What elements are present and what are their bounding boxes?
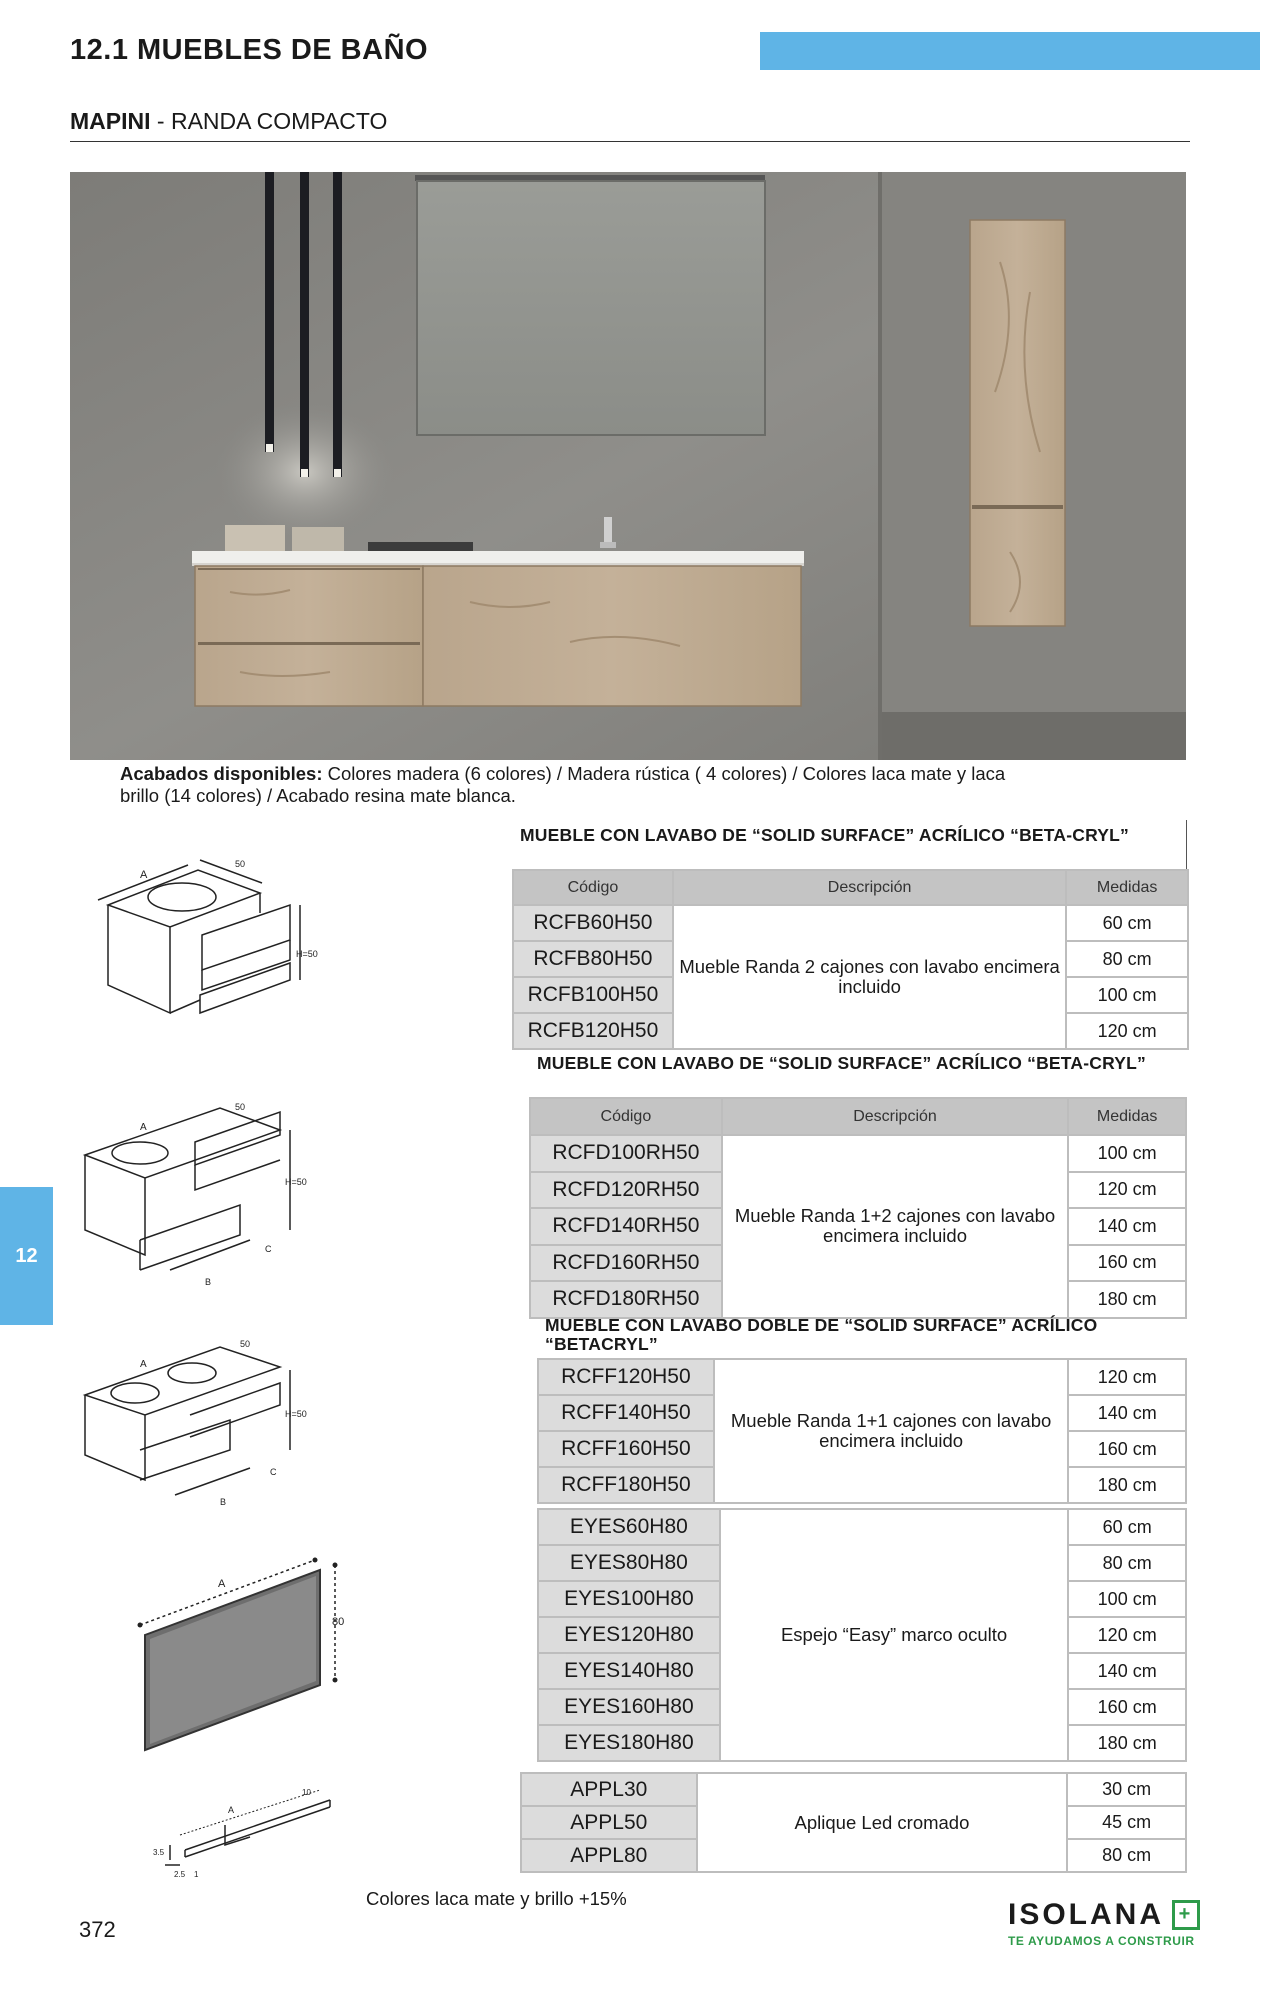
product-size: 45 cm: [1067, 1806, 1186, 1839]
product-size: 80 cm: [1066, 941, 1188, 977]
drawing-label-height: H=50: [296, 949, 318, 959]
product-description: Mueble Randa 1+1 cajones con lavabo encimera incluido: [714, 1359, 1069, 1503]
product-size: 80 cm: [1067, 1839, 1186, 1872]
model-name: RANDA COMPACTO: [170, 108, 388, 134]
product-size: 140 cm: [1068, 1208, 1186, 1245]
product-size: 140 cm: [1068, 1395, 1186, 1431]
drawing-label-a: A: [140, 869, 148, 881]
product-size: 60 cm: [1068, 1509, 1186, 1545]
product-code: APPL80: [521, 1839, 697, 1872]
product-description: Espejo “Easy” marco oculto: [720, 1509, 1069, 1761]
brand-name: MAPINI: [70, 108, 151, 134]
logo-plus-icon: +: [1172, 1900, 1200, 1930]
product-size: 160 cm: [1068, 1431, 1186, 1467]
product-code: RCFB120H50: [513, 1013, 673, 1049]
table-3-heading: MUEBLE CON LAVABO DOBLE DE “SOLID SURFACE” ACRÍLICO “BETACRYL”: [545, 1315, 1098, 1354]
table-2-heading: MUEBLE CON LAVABO DE “SOLID SURFACE” ACRÍLICO “BETA-CRYL”: [537, 1053, 1146, 1073]
title-accent-bar: [760, 32, 1260, 70]
logo-wordmark: [1008, 1898, 1200, 1932]
product-code: RCFB80H50: [513, 941, 673, 977]
drawing-label-10: 10: [302, 1788, 311, 1797]
product-description: Aplique Led cromado: [697, 1773, 1068, 1872]
product-code: EYES160H80: [538, 1689, 720, 1725]
product-size: 180 cm: [1068, 1725, 1186, 1761]
product-subtitle: [70, 108, 387, 135]
table-row: [538, 1359, 1186, 1395]
product-size: 160 cm: [1068, 1245, 1186, 1282]
product-code: RCFB60H50: [513, 905, 673, 941]
drawing-label-1: 1: [194, 1870, 199, 1879]
table-3: [537, 1358, 1187, 1504]
product-code: EYES80H80: [538, 1545, 720, 1581]
product-code: APPL30: [521, 1773, 697, 1806]
drawing-label-3-5: 3.5: [153, 1848, 165, 1857]
finishes-label: Acabados disponibles:: [120, 763, 323, 784]
product-code: RCFD180RH50: [530, 1281, 722, 1318]
product-code: EYES120H80: [538, 1617, 720, 1653]
drawing-label-depth: 50: [235, 1102, 246, 1112]
subtitle-separator: -: [150, 108, 171, 134]
table-2-header-size: Medidas: [1068, 1098, 1186, 1135]
drawing-2-drawer-vanity: [90, 845, 320, 1045]
product-code: EYES140H80: [538, 1653, 720, 1689]
drawing-label-a: A: [228, 1805, 235, 1815]
drawing-label-height: H=50: [285, 1177, 307, 1187]
drawing-label-a: A: [140, 1359, 147, 1370]
drawing-label-c: C: [265, 1244, 272, 1254]
product-code: EYES180H80: [538, 1725, 720, 1761]
product-code: RCFD160RH50: [530, 1245, 722, 1282]
product-size: 120 cm: [1068, 1617, 1186, 1653]
product-code: RCFD140RH50: [530, 1208, 722, 1245]
drawing-label-b: B: [220, 1497, 227, 1507]
bathroom-scene-image: [70, 172, 1186, 760]
table-row: [530, 1135, 1186, 1172]
product-code: APPL50: [521, 1806, 697, 1839]
footer-note: Colores laca mate y brillo +15%: [366, 1888, 627, 1909]
product-size: 180 cm: [1068, 1467, 1186, 1503]
finishes-note: [120, 763, 1020, 807]
subtitle-divider: [70, 141, 1190, 142]
table-1-heading-rule: [1186, 820, 1187, 874]
table-row: [538, 1509, 1186, 1545]
drawing-label-2-5: 2.5: [174, 1870, 186, 1879]
drawing-1-plus-2-drawer-vanity: [80, 1090, 320, 1290]
table-1-header-code: Código: [513, 870, 673, 905]
product-size: 120 cm: [1068, 1172, 1186, 1209]
product-size: 100 cm: [1068, 1581, 1186, 1617]
product-code: RCFB100H50: [513, 977, 673, 1013]
table-2-header-description: Descripción: [722, 1098, 1069, 1135]
drawing-double-sink-vanity: [80, 1325, 320, 1515]
page-title: 12.1 MUEBLES DE BAÑO: [70, 34, 429, 66]
page-number: 372: [79, 1917, 116, 1942]
product-size: 140 cm: [1068, 1653, 1186, 1689]
drawing-led-lamp: [150, 1785, 350, 1895]
table-row: [521, 1773, 1186, 1806]
product-code: RCFF160H50: [538, 1431, 714, 1467]
table-4: [537, 1508, 1187, 1762]
drawing-label-b: B: [205, 1277, 212, 1287]
table-1-header-size: Medidas: [1066, 870, 1188, 905]
drawing-label-c: C: [270, 1467, 277, 1477]
product-size: 100 cm: [1066, 977, 1188, 1013]
finishes-text: Colores madera (6 colores) / Madera rústica ( 4 colores) / Colores laca mate y laca brillo (14 colores) / Acabado resina mate blanca.: [120, 763, 1006, 806]
product-size: 80 cm: [1068, 1545, 1186, 1581]
table-1-header-description: Descripción: [673, 870, 1066, 905]
product-size: 100 cm: [1068, 1135, 1186, 1172]
product-code: EYES100H80: [538, 1581, 720, 1617]
table-row: [513, 905, 1188, 941]
product-description: Mueble Randa 1+2 cajones con lavabo encimera incluido: [722, 1135, 1069, 1318]
drawing-label-a: A: [140, 1122, 147, 1133]
drawing-label-depth: 50: [240, 1339, 251, 1349]
isolana-logo: [1008, 1898, 1200, 1948]
product-code: RCFF120H50: [538, 1359, 714, 1395]
table-1-heading: MUEBLE CON LAVABO DE “SOLID SURFACE” ACRÍLICO “BETA-CRYL”: [520, 825, 1129, 845]
product-size: 60 cm: [1066, 905, 1188, 941]
drawing-label-a: A: [218, 1578, 226, 1590]
table-2: [529, 1097, 1187, 1319]
drawing-mirror: [120, 1535, 360, 1765]
drawing-label-depth: 50: [235, 859, 246, 869]
drawing-label-height: H=50: [285, 1409, 307, 1419]
table-1: [512, 869, 1189, 1050]
drawing-label-height: 80: [332, 1616, 345, 1628]
logo-word: ISOLANA: [1008, 1898, 1164, 1931]
table-2-header-code: Código: [530, 1098, 722, 1135]
product-size: 120 cm: [1066, 1013, 1188, 1049]
product-code: RCFD120RH50: [530, 1172, 722, 1209]
table-5: [520, 1772, 1187, 1873]
product-size: 180 cm: [1068, 1281, 1186, 1318]
product-description: Mueble Randa 2 cajones con lavabo encimera incluido: [673, 905, 1066, 1049]
chapter-tab: 12: [0, 1187, 53, 1325]
product-size: 30 cm: [1067, 1773, 1186, 1806]
product-photo: [70, 172, 1186, 760]
product-size: 160 cm: [1068, 1689, 1186, 1725]
product-code: EYES60H80: [538, 1509, 720, 1545]
product-size: 120 cm: [1068, 1359, 1186, 1395]
logo-tagline: TE AYUDAMOS A CONSTRUIR: [1008, 1934, 1195, 1948]
product-code: RCFD100RH50: [530, 1135, 722, 1172]
product-code: RCFF180H50: [538, 1467, 714, 1503]
product-code: RCFF140H50: [538, 1395, 714, 1431]
